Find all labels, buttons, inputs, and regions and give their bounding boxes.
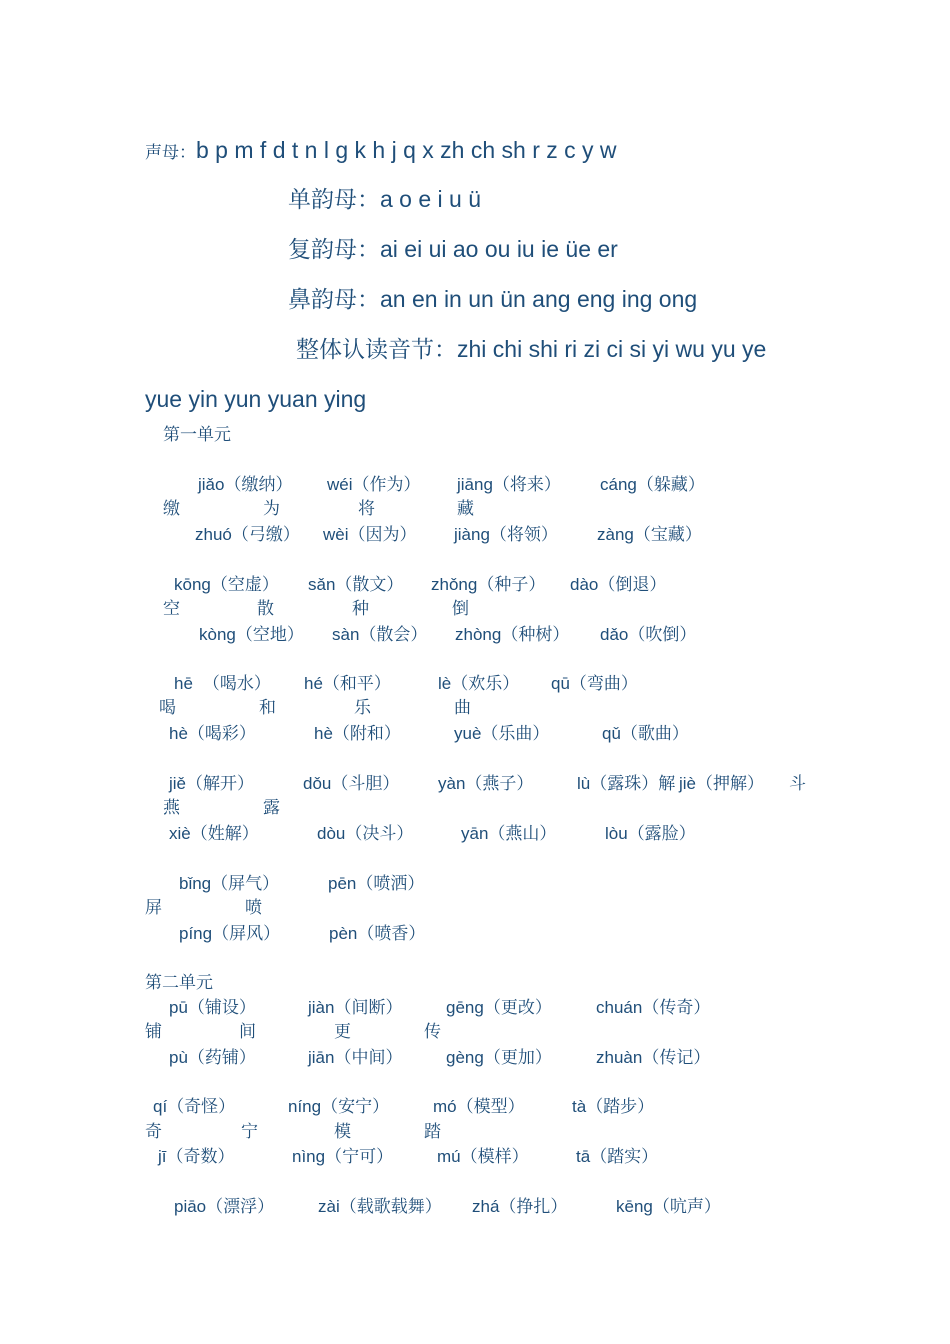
zhengti-text: zhi chi shi ri zi ci si yi wu yu ye [457, 336, 767, 362]
word-entry: yuè（乐曲） [454, 724, 550, 744]
character: 喷 [245, 898, 262, 918]
character: 屏 [145, 898, 162, 918]
word-entry: xiè（姓解） [169, 824, 259, 844]
unit1-group1-chars [0, 501, 950, 523]
danyunmu-text: a o e i u ü [380, 186, 482, 212]
word-entry: pū（铺设） [169, 998, 256, 1018]
fuyunmu-text: ai ei ui ao ou iu ie üe er [380, 236, 618, 262]
word-entry: píng（屏风） [179, 924, 281, 944]
word-entry: níng（安宁） [288, 1097, 390, 1117]
unit1-group1-top-row [0, 476, 950, 498]
character: 踏 [424, 1122, 441, 1142]
character: 更 [334, 1022, 351, 1042]
word-entry: gēng（更改） [446, 998, 552, 1018]
word-entry: tā（踏实） [576, 1147, 659, 1167]
word-entry: dào（倒退） [570, 575, 667, 595]
word-entry: zhuó（弓缴） [195, 525, 300, 545]
character: 和 [259, 698, 276, 718]
character: 露 [263, 798, 280, 818]
fuyunmu-label: 复韵母： [288, 237, 380, 263]
unit2-group1-bottom-row [0, 1049, 950, 1071]
word-entry: jiàng（将领） [454, 525, 558, 545]
unit1-group4-top-row [0, 775, 950, 797]
shengmu-line [145, 139, 617, 162]
character: 种 [352, 599, 369, 619]
word-entry: qū（弯曲） [551, 674, 638, 694]
unit1-group1-bottom-row [0, 526, 950, 548]
character: 曲 [454, 698, 471, 718]
word-entry: zài（载歌载舞） [318, 1197, 442, 1217]
unit-1-title: 第一单元 [163, 425, 231, 445]
unit1-group3-top-row [0, 675, 950, 697]
unit2-group1-top-row [0, 999, 950, 1021]
word-entry: piāo（漂浮） [174, 1197, 275, 1217]
word-entry: dǎo（吹倒） [600, 625, 697, 645]
zhengti-label: 整体认读音节： [296, 337, 457, 363]
word-entry: hè（喝彩） [169, 724, 256, 744]
word-entry: pèn（喷香） [329, 924, 426, 944]
unit2-group1-chars [0, 1024, 950, 1046]
word-entry: nìng（宁可） [292, 1147, 394, 1167]
biyunmu-label: 鼻韵母： [288, 287, 380, 313]
character: 藏 [457, 499, 474, 519]
unit1-group2-chars [0, 601, 950, 623]
unit1-group2-bottom-row [0, 626, 950, 648]
word-entry: pēn（喷洒） [328, 874, 425, 894]
word-entry: kòng（空地） [199, 625, 304, 645]
character: 传 [424, 1022, 441, 1042]
word-entry: mú（模样） [437, 1147, 529, 1167]
word-entry: lù（露珠）解 [577, 774, 676, 794]
word-entry: sǎn（散文） [308, 575, 404, 595]
danyunmu-line [288, 188, 481, 212]
word-entry: zhuàn（传记） [596, 1048, 711, 1068]
unit1-group3-bottom-row [0, 725, 950, 747]
word-entry: yàn（燕子） [438, 774, 534, 794]
word-entry: kēng（吭声） [616, 1197, 721, 1217]
character: 模 [334, 1122, 351, 1142]
word-entry: hé（和平） [304, 674, 391, 694]
word-entry: zàng（宝藏） [597, 525, 702, 545]
unit1-group5-top-row [0, 875, 950, 897]
word-entry: jī（奇数） [158, 1147, 235, 1167]
word-entry: jiè（押解） [679, 774, 765, 794]
fuyunmu-line [288, 238, 618, 262]
word-entry: wéi（作为） [327, 475, 421, 495]
word-entry: kōng（空虚） [174, 575, 279, 595]
character: 缴 [163, 499, 180, 519]
danyunmu-label: 单韵母： [288, 187, 380, 213]
word-entry: lè（欢乐） [438, 674, 520, 694]
word-entry: cáng（躲藏） [600, 475, 705, 495]
word-entry: lòu（露脸） [605, 824, 696, 844]
word-entry: zhòng（种树） [455, 625, 570, 645]
word-entry: jiě（解开） [169, 774, 255, 794]
word-entry: qí（奇怪） [153, 1097, 236, 1117]
word-entry: dǒu（斗胆） [303, 774, 400, 794]
unit2-group2-chars [0, 1124, 950, 1146]
word-entry: hē （喝水） [174, 674, 271, 694]
character: 空 [163, 599, 180, 619]
word-entry: jiàn（间断） [308, 998, 403, 1018]
character: 倒 [452, 599, 469, 619]
zhengti-line [296, 338, 766, 362]
character: 奇 [145, 1122, 162, 1142]
unit2-group3-top-row [0, 1198, 950, 1220]
word-entry: wèi（因为） [323, 525, 417, 545]
unit1-group5-bottom-row [0, 925, 950, 947]
unit1-group2-top-row [0, 576, 950, 598]
word-entry: sàn（散会） [332, 625, 428, 645]
unit1-group4-bottom-row [0, 825, 950, 847]
word-entry: dòu（决斗） [317, 824, 414, 844]
character: 喝 [159, 698, 176, 718]
word-entry: jiān（中间） [308, 1048, 403, 1068]
word-entry: zhá（挣扎） [472, 1197, 568, 1217]
word-entry: jiāng（将来） [457, 475, 561, 495]
unit1-group3-chars [0, 700, 950, 722]
word-entry: hè（附和） [314, 724, 401, 744]
unit2-group2-bottom-row [0, 1148, 950, 1170]
unit-2-title: 第二单元 [145, 973, 213, 993]
character: 铺 [145, 1022, 162, 1042]
word-entry: qǔ（歌曲） [602, 724, 689, 744]
character: 燕 [163, 798, 180, 818]
character: 间 [239, 1022, 256, 1042]
shengmu-text: b p m f d t n l g k h j q x zh ch sh r z c y w [196, 137, 617, 163]
biyunmu-text: an en in un ün ang eng ing ong [380, 286, 698, 312]
word-entry: pù（药铺） [169, 1048, 256, 1068]
unit1-group5-chars [0, 900, 950, 922]
word-entry: bǐng（屏气） [179, 874, 280, 894]
word-entry: tà（踏步） [572, 1097, 655, 1117]
character: 宁 [241, 1122, 258, 1142]
word-entry: mó（模型） [433, 1097, 525, 1117]
character: 为 [263, 499, 280, 519]
shengmu-label: 声母： [145, 143, 196, 163]
character: 散 [257, 599, 274, 619]
word-entry: zhǒng（种子） [431, 575, 546, 595]
character: 将 [358, 499, 375, 519]
word-entry: yān（燕山） [461, 824, 557, 844]
word-entry: gèng（更加） [446, 1048, 552, 1068]
biyunmu-line [288, 288, 697, 312]
word-entry: jiǎo（缴纳） [198, 475, 293, 495]
word-entry: 斗 [789, 774, 806, 794]
word-entry: chuán（传奇） [596, 998, 711, 1018]
character: 乐 [354, 698, 371, 718]
unit1-group4-chars [0, 800, 950, 822]
zhengti-continued: yue yin yun yuan ying [145, 386, 367, 412]
unit2-group2-top-row [0, 1098, 950, 1120]
